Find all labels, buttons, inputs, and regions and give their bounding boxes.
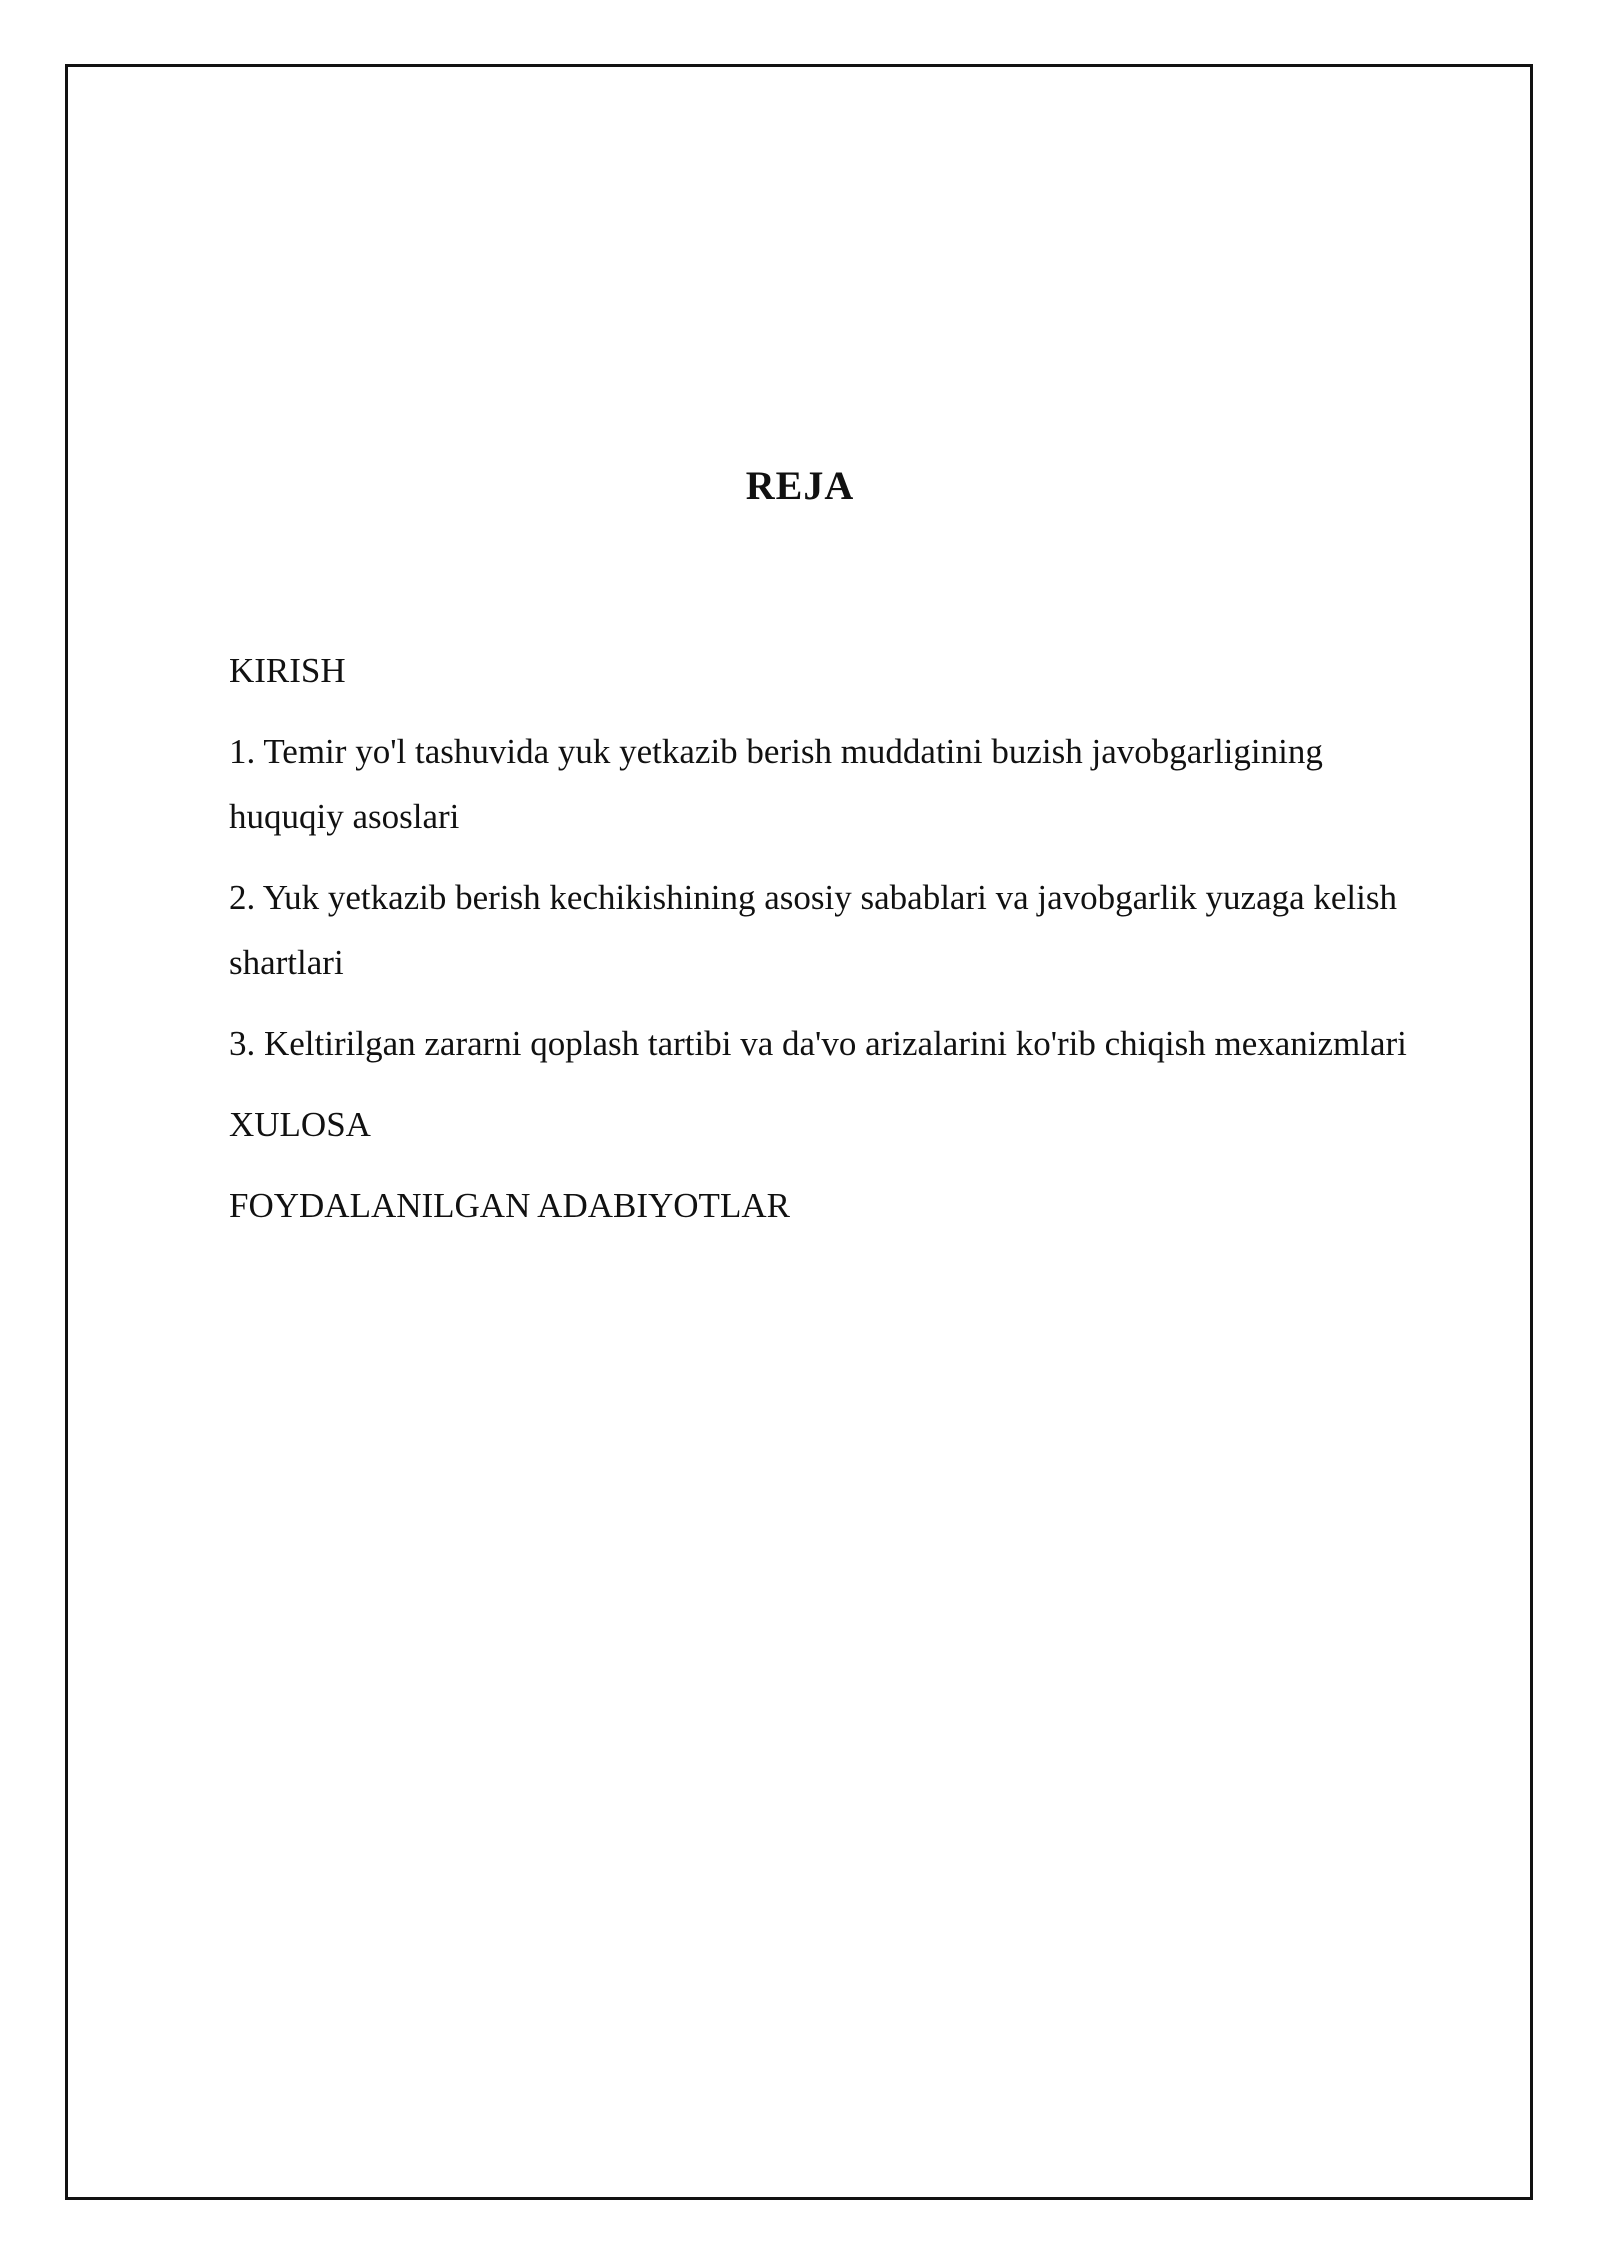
toc-item-introduction: KIRISH [229, 651, 346, 690]
toc-item-chapter-2: 2. Yuk yetkazib berish kechikishining asosiy sabablari va javobgarlik yuzaga kelish shartlari [229, 878, 1397, 982]
toc-item-chapter-1: 1. Temir yo'l tashuvida yuk yetkazib berish muddatini buzish javobgarligining huquqiy asoslari [229, 732, 1323, 836]
toc-item-chapter-3: 3. Keltirilgan zararni qoplash tartibi va da'vo arizalarini ko'rib chiqish mexanizmlari [229, 1024, 1407, 1063]
table-of-contents [229, 638, 1429, 1254]
toc-item-references: FOYDALANILGAN ADABIYOTLAR [229, 1186, 790, 1225]
toc-item-conclusion: XULOSA [229, 1105, 371, 1144]
page-title: REJA [745, 463, 855, 508]
